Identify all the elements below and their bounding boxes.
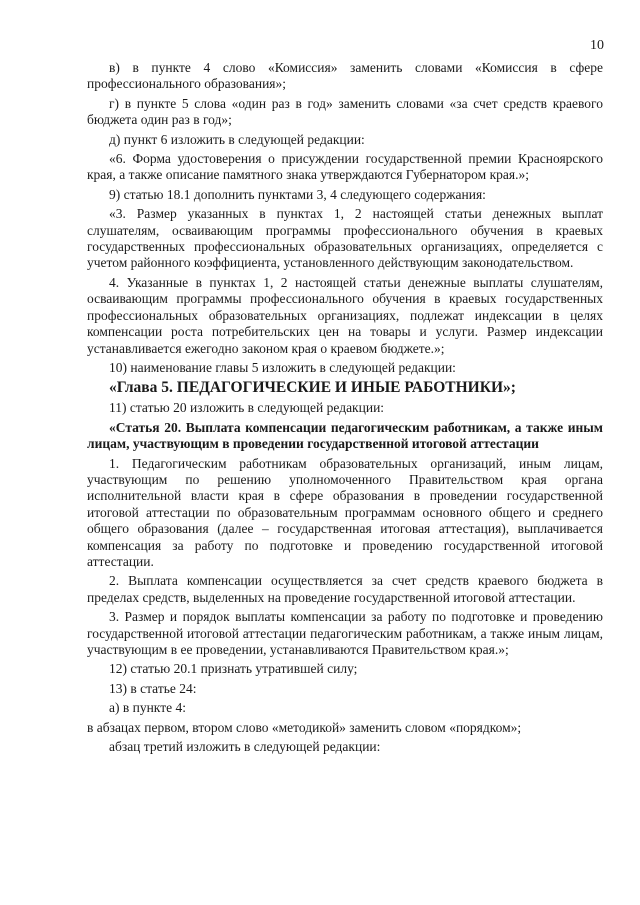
chapter-heading: «Глава 5. ПЕДАГОГИЧЕСКИЕ И ИНЫЕ РАБОТНИКИ»; (109, 379, 516, 397)
paragraph: «3. Размер указанных в пунктах 1, 2 настоящей статьи денежных выплат слушателям, осваивающим программы профессионального обучения в краевых государственных профессиональных образовательных организациях, определяется с учетом районного коэффициента, установленного действующим законодательством. (87, 206, 603, 271)
article-heading: «Статья 20. Выплата компенсации педагогическим работникам, а также иным лицам, участвующим в проведении государственной итоговой аттестации (87, 419, 603, 452)
paragraph: а) в пункте 4: (109, 700, 186, 716)
paragraph: 10) наименование главы 5 изложить в следующей редакции: (109, 359, 456, 375)
paragraph: 12) статью 20.1 признать утратившей силу; (109, 661, 358, 677)
paragraph: абзац третий изложить в следующей редакции: (109, 739, 381, 755)
paragraph: 11) статью 20 изложить в следующей редакции: (109, 400, 385, 416)
paragraph: «6. Форма удостоверения о присуждении государственной премии Красноярского края, а также описание памятного знака утверждаются Губернатором края.»; (87, 151, 603, 183)
paragraph: 2. Выплата компенсации осуществляется за счет средств краевого бюджета в пределах средств, выделенных на проведение государственной итоговой аттестации. (87, 573, 603, 605)
paragraph: 1. Педагогическим работникам образовательных организаций, иным лицам, участвующим по решению уполномоченного Правительством края органа исполнительной власти края в сфере образования в проведении государственной итоговой аттестации по образовательным программам основного общего и среднего общего образования (далее – государственная итоговая аттестация), выплачивается компенсация за работу по подготовке и проведению государственной итоговой аттестации. (87, 455, 603, 569)
paragraph: в абзацах первом, втором слово «методикой» заменить словом «порядком»; (87, 719, 522, 735)
page-number: 10 (590, 38, 604, 53)
paragraph: в) в пункте 4 слово «Комиссия» заменить словами «Комиссия в сфере профессионального образования»; (87, 60, 603, 92)
paragraph: 13) в статье 24: (109, 680, 197, 696)
paragraph: 4. Указанные в пунктах 1, 2 настоящей статьи денежные выплаты слушателям, осваивающим программы профессионального обучения в краевых государственных профессиональных образовательных организациях, подлежат индексации в целях компенсации роста потребительских цен на товары и услуги. Размер индексации устанавливается ежегодно законом края о краевом бюджете.»; (87, 274, 603, 356)
document-body (87, 60, 603, 758)
paragraph: 9) статью 18.1 дополнить пунктами 3, 4 следующего содержания: (109, 186, 486, 202)
paragraph: 3. Размер и порядок выплаты компенсации за работу по подготовке и проведению государственной итоговой аттестации педагогическим работникам, а также иным лицам, участвующим в ее проведении, устанавливаются Правительством края.»; (87, 609, 603, 657)
paragraph: г) в пункте 5 слова «один раз в год» заменить словами «за счет средств краевого бюджета один раз в год»; (87, 95, 603, 128)
paragraph: д) пункт 6 изложить в следующей редакции: (109, 131, 365, 147)
